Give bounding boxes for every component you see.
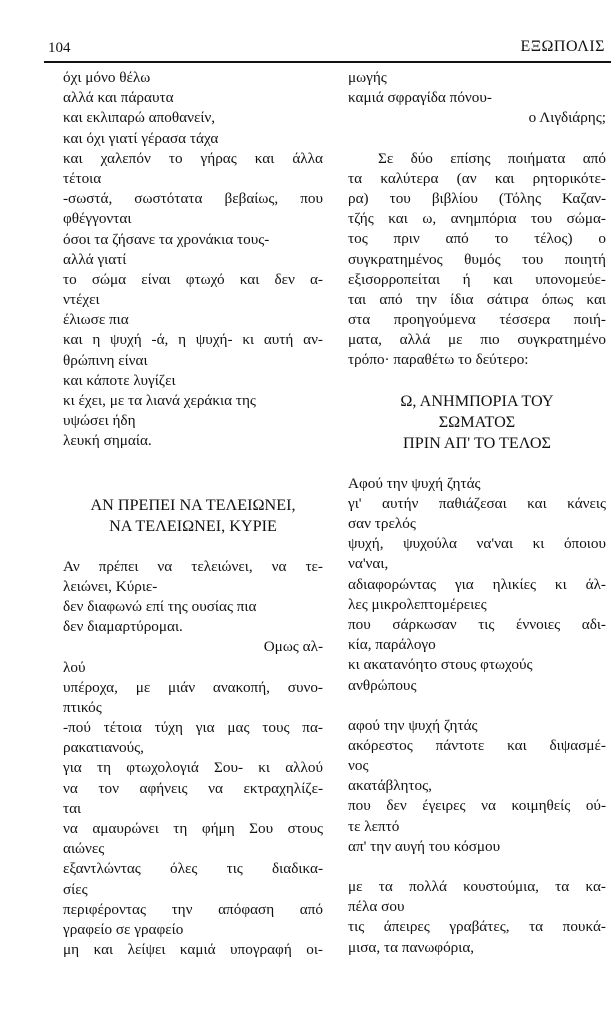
- text-line: και η ψυχή -ά, η ψυχή- κι αυτή αν-: [63, 331, 323, 349]
- spacer: [348, 371, 606, 391]
- text-line: ται: [63, 799, 82, 817]
- title-line: Ω, ΑΝΗΜΠΟΡΙΑ ΤΟΥ: [400, 391, 554, 410]
- text-line: ματα, αλλά με πιο συγκρατημένο: [348, 331, 606, 349]
- text-line: για τη φτωχολογιά Σου- κι αλλού: [63, 759, 323, 777]
- text-line: κία, παράλογο: [348, 636, 436, 654]
- title-line: ΑΝ ΠΡΕΠΕΙ ΝΑ ΤΕΛΕΙΩΝΕΙ,: [90, 495, 296, 514]
- title-line: ΠΡΙΝ ΑΠ' ΤΟ ΤΕΛΟΣ: [403, 433, 551, 452]
- text-line: τις άπειρες γραβάτες, τα πουκά-: [348, 918, 606, 936]
- text-line: θρώπινη είναι: [63, 351, 148, 369]
- text-line: σίες: [63, 880, 88, 898]
- text-line: συγκρατημένος θυμός του ποιητή: [348, 250, 606, 268]
- text-line: αφού την ψυχή ζητάς: [348, 716, 478, 734]
- text-line: τος πριν από το τέλος) ο: [348, 230, 606, 248]
- text-line: μη και λείψει καμιά υπογραφή οι-: [63, 941, 323, 959]
- text-line: ανθρώπους: [348, 676, 417, 694]
- text-line: γραφείο σε γραφείο: [63, 920, 184, 938]
- text-line: λειώνει, Κύριε-: [63, 577, 158, 595]
- text-line: λού: [63, 658, 86, 676]
- text-line: να αμαυρώνει τη φήμη Σου στους: [63, 820, 323, 837]
- text-line: Αφού την ψυχή ζητάς: [348, 474, 481, 492]
- text-line: μισα, τα πανωφόρια,: [348, 938, 475, 956]
- text-line: εξαντλώντας όλες τις διαδικα-: [63, 860, 323, 878]
- text-line: ρακατιανούς,: [63, 739, 144, 757]
- text-line: ρα) του βιβλίου (Τόλης Καζαν-: [348, 189, 606, 207]
- text-line: ακατάβλητος,: [348, 777, 432, 795]
- spacer: [348, 696, 606, 716]
- text-line: αλλά γιατί: [63, 250, 127, 268]
- poem2-text: [63, 557, 323, 961]
- text-line: και εκλιπαρώ αποθανείν,: [63, 109, 216, 127]
- text-line: με τα πολλά κουστούμια, τα κα-: [348, 878, 606, 895]
- text-line: το σώμα είναι φτωχό και δεν α-: [63, 270, 323, 288]
- left-column: [63, 68, 323, 960]
- right-column: [348, 68, 606, 958]
- text-line: κι ακατανόητο στους φτωχούς: [348, 656, 533, 674]
- spacer: [348, 129, 606, 149]
- poem3-stanza-2: [348, 716, 606, 857]
- title-line: ΝΑ ΤΕΛΕΙΩΝΕΙ, ΚΥΡΙΕ: [109, 516, 277, 535]
- text-line: υπέροχα, με μιάν ανακοπή, συνο-: [63, 678, 323, 696]
- text-line: Σε δύο επίσης ποιήματα από: [378, 149, 606, 167]
- text-line: λες μικρολεπτομέρειες: [348, 595, 487, 613]
- text-line: -πού τέτοια τύχη για μας τους πα-: [63, 719, 323, 737]
- text-line: ψυχή, ψυχούλα να'ναι κι όποιου: [348, 535, 606, 553]
- poem3-stanza-1: [348, 474, 606, 696]
- text-line: τέτοια: [63, 169, 102, 187]
- text-line: ο Λιγδιάρης;: [528, 109, 606, 127]
- text-line: γι' αυτήν παθιάζεσαι και κάνεις: [348, 494, 606, 512]
- commentary-paragraph: [348, 149, 606, 371]
- text-line: δεν διαμαρτύρομαι.: [63, 618, 183, 636]
- text-line: στα προηγούμενα τέσσερα ποιή-: [348, 311, 606, 329]
- spacer: [348, 454, 606, 474]
- text-line: τε λεπτό: [348, 817, 400, 835]
- text-line: μωγής: [348, 69, 387, 86]
- spacer: [348, 857, 606, 877]
- text-line: Ομως αλ-: [263, 638, 323, 656]
- text-line: ντέχει: [63, 291, 100, 309]
- spacer: [63, 537, 323, 557]
- text-line: και χαλεπόν το γήρας και άλλα: [63, 149, 323, 167]
- text-line: έλιωσε πια: [63, 311, 129, 329]
- text-line: -σωστά, σωστότατα βεβαίως, που: [63, 190, 323, 208]
- text-line: κι έχει, με τα λιανά χεράκια της: [63, 392, 256, 409]
- header-rule: [44, 61, 611, 63]
- text-line: και κάποτε λυγίζει: [63, 371, 176, 389]
- poem3-title: [348, 391, 606, 454]
- text-line: όχι μόνο θέλω: [63, 69, 151, 86]
- text-line: πέλα σου: [348, 898, 405, 916]
- text-line: να'ναι,: [348, 555, 389, 573]
- poem2-continuation: [348, 68, 606, 129]
- poem2-title: [63, 495, 323, 537]
- text-line: αλλά και πάραυτα: [63, 89, 174, 107]
- text-line: Αν πρέπει να τελειώνει, να τε-: [63, 557, 323, 575]
- text-line: που δεν έγειρες να κοιμηθείς ού-: [348, 797, 606, 815]
- text-line: απ' την αυγή του κόσμου: [348, 837, 501, 855]
- text-line: σαν τρελός: [348, 515, 416, 532]
- text-line: τζής και ω, ανημπόρια του σώμα-: [348, 210, 606, 228]
- text-line: φθέγγονται: [63, 210, 132, 228]
- page-number: 104: [48, 40, 71, 56]
- text-line: καμιά σφραγίδα πόνου-: [348, 89, 492, 107]
- title-line: ΣΩΜΑΤΟΣ: [438, 412, 516, 431]
- text-line: να τον αφήνεις να εκτραχηλίζε-: [63, 779, 323, 797]
- running-head: ΕΞΩΠΟΛΙΣ: [520, 38, 605, 55]
- text-line: όσοι τα ζήσανε τα χρονάκια τους-: [63, 230, 270, 248]
- text-line: υψώσει ήδη: [63, 412, 136, 430]
- text-line: νος: [348, 757, 369, 775]
- spacer: [63, 452, 323, 495]
- poem3-stanza-3: [348, 877, 606, 958]
- text-line: δεν διαφωνώ επί της ουσίας πια: [63, 597, 257, 615]
- text-line: και όχι γιατί γέρασα τάχα: [63, 129, 219, 147]
- text-line: πτικός: [63, 698, 102, 716]
- text-line: που σάρκωσαν τις έννοιες αδι-: [348, 615, 606, 633]
- text-line: ται από την ίδια σάτιρα όπως και: [348, 290, 606, 308]
- text-line: λευκή σημαία.: [63, 432, 152, 450]
- text-line: τρόπο· παραθέτω το δεύτερο:: [348, 351, 529, 369]
- poem1-text: [63, 68, 323, 452]
- text-line: αδιαφορώντας για ηλικίες κι άλ-: [348, 575, 606, 593]
- text-line: τα καλύτερα (αν και ρητορικότε-: [348, 169, 606, 187]
- text-line: περιφέροντας την απόφαση από: [63, 900, 323, 918]
- text-line: αιώνες: [63, 840, 105, 858]
- text-line: ακόρεστος πάντοτε και διψασμέ-: [348, 736, 606, 754]
- text-line: εξισορροπείται ή και υπονομεύε-: [348, 270, 606, 288]
